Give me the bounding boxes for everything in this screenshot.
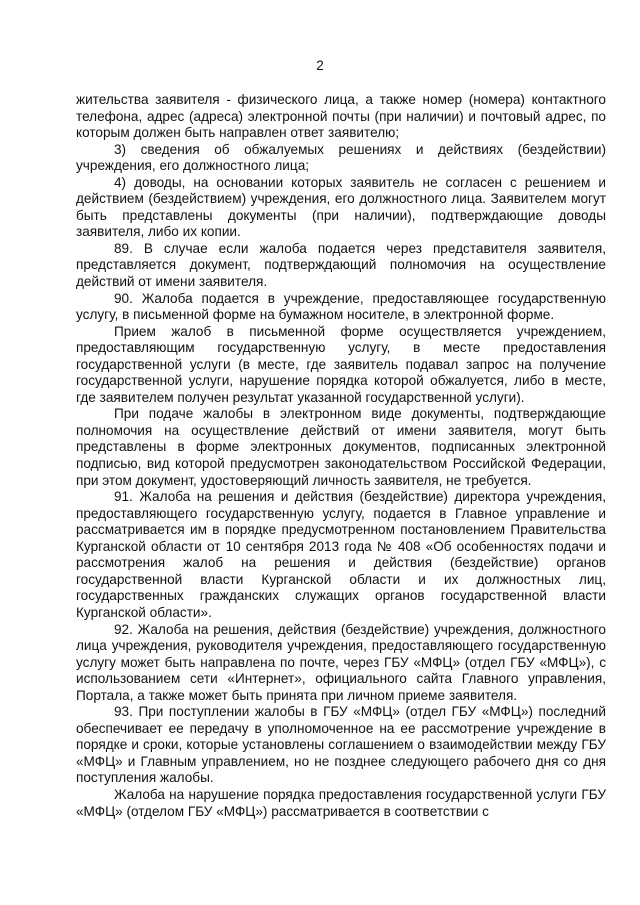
paragraph-90: 90. Жалоба подается в учреждение, предоставляющее государственную услугу, в письменной форме на бумажном носителе, в электронной форме. [76, 290, 606, 323]
paragraph-electronic-complaints: При подаче жалобы в электронном виде документы, подтверждающие полномочия на осуществление действий от имени заявителя, могут быть представлены в форме электронных документов, подписанных электронной подписью, вид которой предусмотрен законодательством Российской Федерации, при этом документ, удостоверяющий личность заявителя, не требуется. [76, 406, 606, 488]
paragraph-written-complaints: Прием жалоб в письменной форме осуществляется учреждением, предоставляющим государственную услугу, в месте предоставления государственной услуги (в месте, где заявитель подавал запрос на получение государственной услуги, нарушение порядка которой обжалуется, либо в месте, где заявителем получен результат указанной государственной услуги). [76, 323, 606, 405]
paragraph-92: 92. Жалоба на решения, действия (бездействие) учреждения, должностного лица учреждения, руководителя учреждения, предоставляющего государственную услугу может быть направлена по почте, через ГБУ «МФЦ» (отдел ГБУ «МФЦ»), с использованием сети «Интернет», официального сайта Главного управления, Портала, а также может быть принята при личном приеме заявителя. [76, 621, 606, 703]
paragraph-item-3: 3) сведения об обжалуемых решениях и действиях (бездействии) учреждения, его должностного лица; [76, 141, 606, 174]
paragraph-89: 89. В случае если жалоба подается через представителя заявителя, представляется документ, подтверждающий полномочия на осуществление действий от имени заявителя. [76, 240, 606, 290]
paragraph-residence-contact: жительства заявителя - физического лица, а также номер (номера) контактного телефона, адрес (адреса) электронной почты (при наличии) и почтовый адрес, по которым должен быть направлен ответ заявителю; [76, 92, 606, 141]
paragraph-mfc-complaint: Жалоба на нарушение порядка предоставления государственной услуги ГБУ «МФЦ» (отделом ГБУ «МФЦ») рассматривается в соответствии с [76, 786, 606, 819]
paragraph-93: 93. При поступлении жалобы в ГБУ «МФЦ» (отдел ГБУ «МФЦ») последний обеспечивает ее передачу в уполномоченное на ее рассмотрение учреждение в порядке и сроки, которые установлены соглашением о взаимодействии между ГБУ «МФЦ» и Главным управлением, но не позднее следующего рабочего дня со дня поступления жалобы. [76, 704, 606, 786]
document-body [76, 92, 606, 820]
paragraph-91: 91. Жалоба на решения и действия (бездействие) директора учреждения, предоставляющего государственную услугу, подается в Главное управление и рассматривается им в порядке предусмотренном постановлением Правительства Курганской области от 10 сентября 2013 года № 408 «Об особенностях подачи и рассмотрения жалоб на решения и действия (бездействие) органов государственной власти Курганской области и их должностных лиц, государственных гражданских служащих органов государственной власти Курганской области». [76, 489, 606, 620]
paragraph-item-4: 4) доводы, на основании которых заявитель не согласен с решением и действием (бездействием) учреждения, его должностного лица. Заявителем могут быть представлены документы (при наличии), подтверждающие доводы заявителя, либо их копии. [76, 174, 606, 240]
page-number: 2 [316, 58, 324, 73]
